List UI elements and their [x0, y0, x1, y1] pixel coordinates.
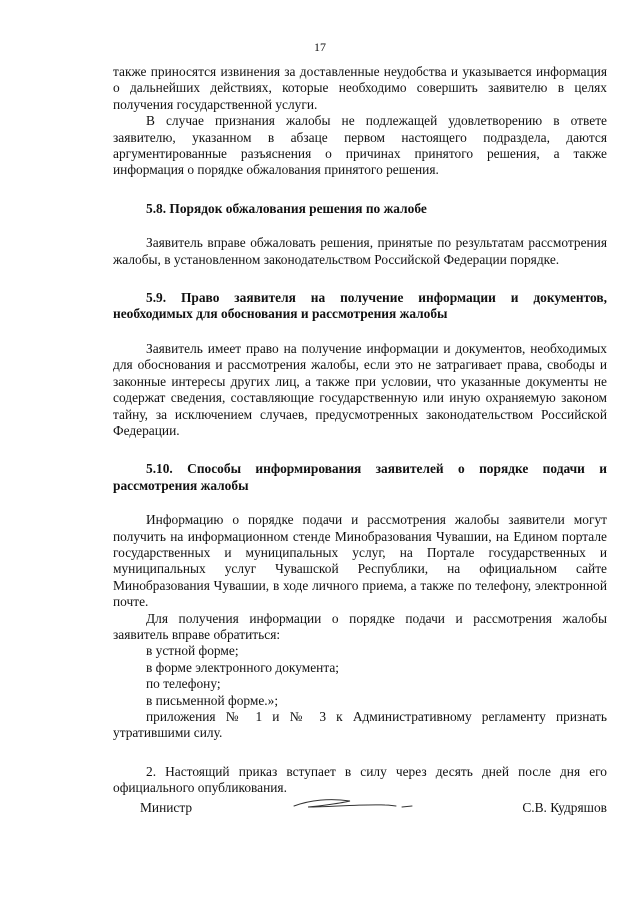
handwritten-signature [290, 794, 420, 816]
closing-paragraph: 2. Настоящий приказ вступает в силу через десять дней после дня его официального опубликования. [113, 763, 607, 796]
signature-block [140, 800, 607, 820]
list-item: в форме электронного документа; [146, 659, 339, 675]
signatory-role: Министр [140, 800, 193, 815]
text-5-9: Заявитель имеет право на получение информации и документов, необходимых для обоснования и рассмотрения жалобы, если это не затрагивает права, свободы и законные интересы других лиц, а также при условии, что указанные документы не содержат сведения, составляющие государственную или иную охраняемую законом тайну, за исключением случаев, предусмотренных законодательством Российской Федерации. [113, 340, 607, 438]
heading-5-9: 5.9. Право заявителя на получение информации и документов, необходимых для обоснования и рассмотрения жалобы [113, 290, 607, 322]
heading-5-8: 5.8. Порядок обжалования решения по жалобе [146, 200, 427, 216]
text-5-10-contact: Для получения информации о порядке подачи и рассмотрения жалобы заявитель вправе обратиться: [113, 610, 607, 642]
signatory-name: С.В. Кудряшов [522, 800, 607, 815]
heading-5-10: 5.10. Способы информирования заявителей о порядке подачи и рассмотрения жалобы [113, 461, 607, 493]
paragraph-apology: также приносятся извинения за доставленные неудобства и указывается информация о дальнейших действиях, которые необходимо совершить заявителю в целях получения государственной услуги. [113, 64, 607, 112]
list-item: по телефону; [146, 676, 221, 692]
text-5-10-info: Информацию о порядке подачи и рассмотрения жалобы заявители могут получить на информационном стенде Минобразования Чувашии, на Едином портале государственных и муниципальных услуг, на Портале государственных и муниципальных услуг Чувашской Республики, на официальном сайте Минобразования Чувашии, в ходе личного приема, а также по телефону, электронной почте. [113, 512, 607, 610]
list-item: в письменной форме.»; [146, 692, 279, 708]
paragraph-rejection: В случае признания жалобы не подлежащей удовлетворению в ответе заявителю, указанном в абзаце первом настоящего подраздела, даются аргументированные разъяснения о причинах принятого решения, а также информация о порядке обжалования принятого решения. [113, 113, 607, 178]
document-body [113, 64, 607, 797]
text-annex-repeal: приложения № 1 и № 3 к Административному регламенту признать утратившими силу. [113, 709, 607, 741]
page-number: 17 [314, 40, 326, 54]
text-5-8: Заявитель вправе обжаловать решения, принятые по результатам рассмотрения жалобы, в установленном законодательством Российской Федерации порядке. [113, 235, 607, 267]
list-item: в устной форме; [146, 643, 239, 659]
